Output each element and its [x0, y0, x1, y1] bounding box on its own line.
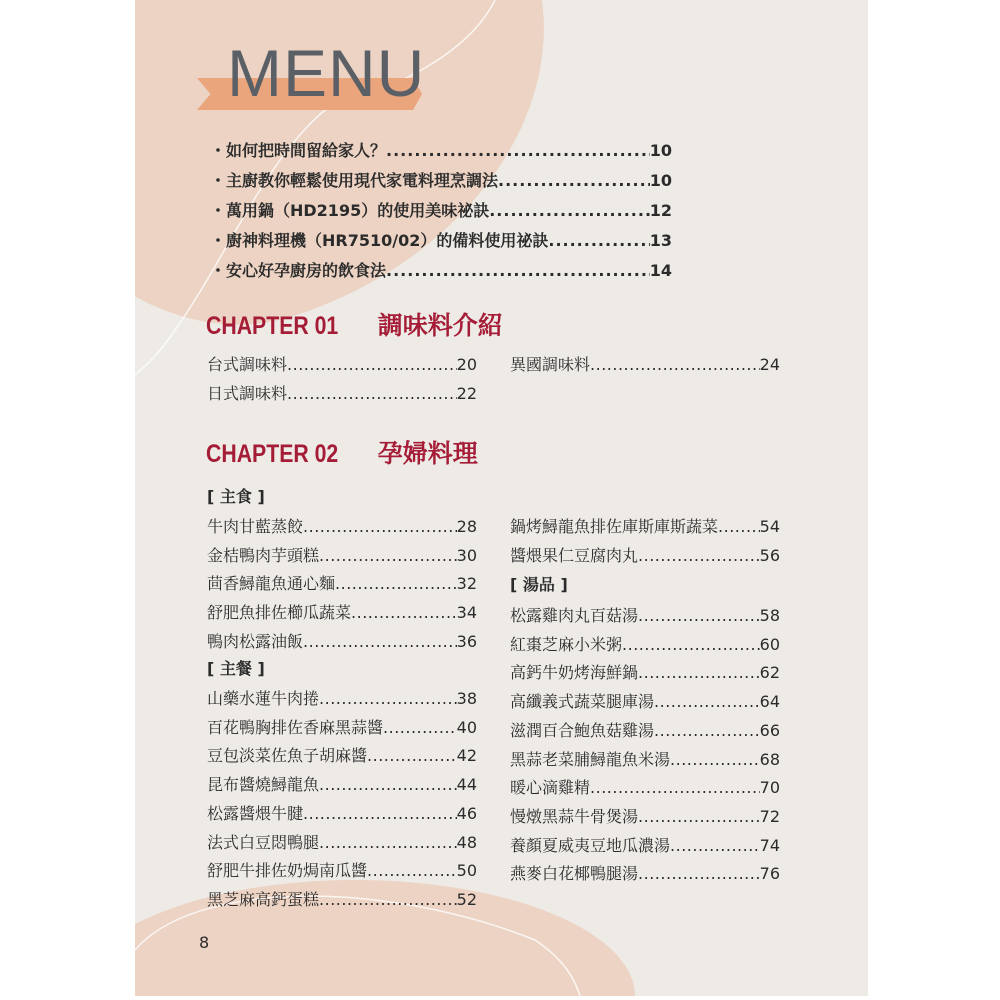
- entry-page: 60: [759, 634, 780, 654]
- dot-leader: [367, 746, 457, 765]
- entry-label: 暖心滴雞精: [510, 778, 591, 798]
- entry-page: 10: [649, 141, 672, 160]
- toc-entry[interactable]: [210, 198, 672, 221]
- toc-entry[interactable]: [207, 543, 477, 566]
- entry-label: 高鈣牛奶烤海鮮鍋: [510, 663, 639, 683]
- dot-leader: [386, 261, 650, 280]
- dot-leader: [303, 804, 457, 823]
- dot-leader: [638, 864, 760, 883]
- entry-label: 法式白豆悶鴨腿: [207, 832, 320, 852]
- entry-label: ・安心好孕廚房的飲食法: [210, 261, 387, 280]
- dot-leader: [319, 775, 457, 794]
- dot-leader: [303, 517, 457, 536]
- dot-leader: [287, 384, 457, 403]
- entry-page: 20: [456, 355, 477, 374]
- dot-leader: [638, 663, 760, 682]
- toc-entry[interactable]: [207, 715, 477, 738]
- dot-leader: [654, 721, 760, 740]
- entry-label: 百花鴨胸排佐香麻黑蒜醬: [207, 717, 384, 737]
- entry-page: 22: [456, 384, 477, 403]
- entry-label: ・如何把時間留給家人？: [210, 141, 387, 160]
- entry-page: 40: [456, 717, 477, 737]
- entry-label: ・廚神料理機（HR7510/02）的備料使用祕訣: [210, 231, 549, 250]
- entry-page: 44: [456, 775, 477, 795]
- toc-entry[interactable]: [207, 629, 477, 652]
- chapter-title: 孕婦料理: [377, 439, 478, 468]
- entry-page: 38: [456, 689, 477, 708]
- entry-label: 山藥水蓮牛肉捲: [207, 689, 320, 708]
- entry-label: 鍋烤鱘龍魚排佐庫斯庫斯蔬菜: [510, 517, 719, 536]
- entry-page: 24: [759, 355, 780, 374]
- toc-entry[interactable]: [510, 861, 780, 884]
- toc-entry[interactable]: [510, 775, 780, 798]
- entry-label: 松露雞肉丸百菇湯: [510, 606, 639, 625]
- entry-label: 養顏夏威夷豆地瓜濃湯: [510, 835, 671, 855]
- dot-leader: [670, 836, 760, 855]
- entry-page: 12: [649, 201, 672, 220]
- chapter-01-heading: [206, 306, 503, 342]
- toc-entry[interactable]: [207, 887, 477, 910]
- toc-entry[interactable]: [510, 804, 780, 827]
- entry-page: 36: [456, 631, 477, 651]
- menu-page: [135, 0, 868, 996]
- dot-leader: [498, 171, 650, 190]
- entry-label: 異國調味料: [510, 355, 591, 374]
- toc-entry[interactable]: [210, 258, 672, 281]
- dot-leader: [670, 750, 760, 769]
- dot-leader: [319, 546, 457, 565]
- entry-label: 黑蒜老菜脯鱘龍魚米湯: [510, 749, 671, 769]
- entry-page: 28: [456, 517, 477, 536]
- entry-page: 56: [759, 545, 780, 565]
- entry-label: 日式調味料: [207, 384, 288, 403]
- entry-page: 10: [649, 171, 672, 190]
- entry-label: 豆包淡菜佐魚子胡麻醬: [207, 746, 368, 766]
- toc-entry[interactable]: [207, 514, 477, 537]
- entry-label: 茴香鱘龍魚通心麵: [207, 574, 336, 594]
- toc-entry[interactable]: [510, 689, 780, 712]
- entry-label: 松露醬煨牛腱: [207, 803, 304, 823]
- entry-label: 昆布醬燒鱘龍魚: [207, 775, 320, 795]
- entry-page: 48: [456, 832, 477, 852]
- entry-page: 72: [759, 806, 780, 826]
- dot-leader: [367, 861, 457, 880]
- chapter-number: CHAPTER 02: [206, 440, 339, 468]
- entry-label: ・萬用鍋（HD2195）的使用美味祕訣: [210, 201, 490, 220]
- toc-entry[interactable]: [210, 168, 672, 191]
- toc-entry[interactable]: [207, 381, 477, 404]
- entry-page: 66: [759, 720, 780, 740]
- entry-page: 76: [759, 864, 780, 884]
- entry-page: 50: [456, 861, 477, 881]
- dot-leader: [548, 231, 649, 250]
- dot-leader: [319, 833, 457, 852]
- entry-label: 金桔鴨肉芋頭糕: [207, 545, 320, 565]
- dot-leader: [718, 517, 760, 536]
- chapter-02-heading: [206, 434, 478, 470]
- entry-label: 高纖義式蔬菜腿庫湯: [510, 692, 655, 712]
- dot-leader: [319, 890, 457, 909]
- toc-entry[interactable]: [207, 743, 477, 766]
- entry-page: 32: [456, 574, 477, 594]
- toc-entry[interactable]: [207, 772, 477, 795]
- category-main-food: [ 主食 ]: [207, 487, 265, 506]
- entry-label: 舒肥牛排佐奶焗南瓜醬: [207, 861, 368, 881]
- dot-leader: [287, 355, 457, 374]
- entry-page: 62: [759, 663, 780, 683]
- entry-page: 68: [759, 749, 780, 769]
- toc-entry[interactable]: [510, 543, 780, 566]
- entry-label: 醬煨果仁豆腐肉丸: [510, 545, 639, 565]
- entry-label: 牛肉甘藍蒸餃: [207, 517, 304, 536]
- entry-label: ・主廚教你輕鬆使用現代家電料理烹調法: [210, 171, 499, 190]
- entry-label: 黑芝麻高鈣蛋糕: [207, 889, 320, 909]
- category-soup: [ 湯品 ]: [510, 575, 568, 594]
- entry-page: 14: [649, 261, 672, 280]
- dot-leader: [386, 141, 650, 160]
- toc-entry[interactable]: [510, 632, 780, 655]
- dot-leader: [590, 778, 760, 797]
- category-main-course: [ 主餐 ]: [207, 659, 265, 678]
- dot-leader: [638, 606, 760, 625]
- toc-entry[interactable]: [510, 352, 780, 375]
- toc-entry[interactable]: [207, 801, 477, 824]
- toc-entry[interactable]: [207, 600, 477, 623]
- entry-label: 台式調味料: [207, 355, 288, 374]
- entry-page: 42: [456, 746, 477, 766]
- page-title: MENU: [227, 36, 426, 110]
- dot-leader: [622, 635, 760, 654]
- toc-entry[interactable]: [510, 833, 780, 856]
- dot-leader: [351, 603, 457, 622]
- toc-entry[interactable]: [510, 747, 780, 770]
- entry-page: 74: [759, 835, 780, 855]
- entry-label: 舒肥魚排佐櫛瓜蔬菜: [207, 603, 352, 623]
- toc-entry[interactable]: [207, 571, 477, 594]
- dot-leader: [654, 692, 760, 711]
- toc-entry[interactable]: [210, 138, 672, 161]
- toc-entry[interactable]: [207, 858, 477, 881]
- dot-leader: [319, 689, 457, 708]
- chapter-number: CHAPTER 01: [206, 312, 339, 340]
- dot-leader: [383, 718, 457, 737]
- entry-label: 慢燉黑蒜牛骨煲湯: [510, 806, 639, 826]
- dot-leader: [489, 201, 650, 220]
- entry-page: 46: [456, 803, 477, 823]
- dot-leader: [590, 355, 760, 374]
- dot-leader: [638, 807, 760, 826]
- entry-page: 52: [456, 889, 477, 909]
- entry-page: 54: [759, 517, 780, 536]
- entry-page: 58: [759, 606, 780, 625]
- toc-entry[interactable]: [510, 718, 780, 741]
- chapter-title: 調味料介紹: [377, 311, 503, 340]
- page-number: 8: [199, 933, 210, 952]
- entry-label: 紅棗芝麻小米粥: [510, 634, 623, 654]
- toc-entry[interactable]: [207, 830, 477, 853]
- toc-entry[interactable]: [207, 352, 477, 375]
- entry-label: 燕麥白花椰鴨腿湯: [510, 864, 639, 884]
- toc-entry[interactable]: [210, 228, 672, 251]
- toc-entry[interactable]: [207, 686, 477, 709]
- toc-entry[interactable]: [510, 660, 780, 683]
- entry-label: 鴨肉松露油飯: [207, 631, 304, 651]
- entry-label: 滋潤百合鮑魚菇雞湯: [510, 720, 655, 740]
- dot-leader: [638, 546, 760, 565]
- entry-page: 70: [759, 778, 780, 798]
- entry-page: 13: [649, 231, 672, 250]
- entry-page: 64: [759, 692, 780, 712]
- dot-leader: [303, 632, 457, 651]
- entry-page: 30: [456, 545, 477, 565]
- dot-leader: [335, 574, 457, 593]
- toc-entry[interactable]: [510, 603, 780, 626]
- entry-page: 34: [456, 603, 477, 623]
- toc-entry[interactable]: [510, 514, 780, 537]
